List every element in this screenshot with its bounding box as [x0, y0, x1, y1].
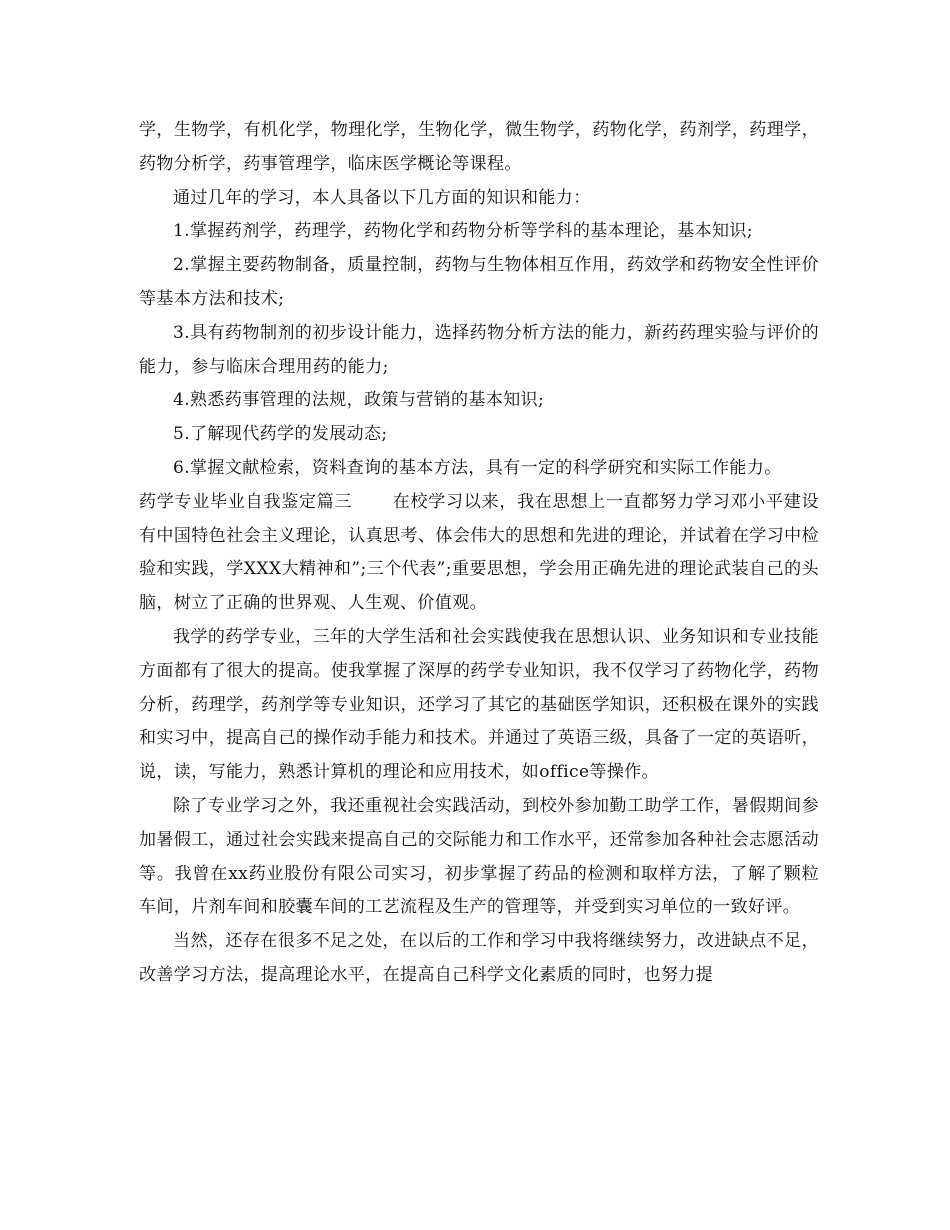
body-paragraph-improvement: 当然，还存在很多不足之处，在以后的工作和学习中我将继续努力，改进缺点不足，改善学习方法，提高理论水平，在提高自己科学文化素质的同时，也努力提 [139, 931, 819, 985]
paragraph-course-list: 学，生物学，有机化学，物理化学，生物化学，微生物学，药物化学，药剂学，药理学，药物分析学，药事管理学，临床医学概论等课程。 [139, 120, 819, 174]
body-paragraph-practice: 除了专业学习之外，我还重视社会实践活动，到校外参加勤工助学工作，暑假期间参加暑假工，通过社会实践来提高自己的交际能力和工作水平，还常参加各种社会志愿活动等。我曾在xx药业股份有限公司实习，初步掌握了药品的检测和取样方法，了解了颗粒车间，片剂车间和胶囊车间的工艺流程及生产的管理等，并受到实习单位的一致好评。 [139, 795, 819, 918]
ability-item-5: 5.了解现代药学的发展动态; [173, 424, 388, 445]
ability-item-1: 1.掌握药剂学，药理学，药物化学和药物分析等学科的基本理论，基本知识; [173, 221, 753, 242]
ability-item-2: 2.掌握主要药物制备，质量控制，药物与生物体相互作用，药效学和药物安全性评价等基本方法和技术; [139, 255, 819, 309]
ability-item-4: 4.熟悉药事管理的法规，政策与营销的基本知识; [173, 390, 545, 411]
paragraph-abilities-intro: 通过几年的学习，本人具备以下几方面的知识和能力： [173, 187, 591, 208]
ability-item-3: 3.具有药物制剂的初步设计能力，选择药物分析方法的能力，新药药理实验与评价的能力，参与临床合理用药的能力; [139, 322, 819, 377]
section-first-paragraph: 在校学习以来，我在思想上一直都努力学习邓小平建设有中国特色社会主义理论，认真思考、体会伟大的思想和先进的理论，并试着在学习中检验和实践，学XXX大精神和”;三个代表”;重要思想，学会用正确先进的理论武装自己的头脑，树立了正确的世界观、人生观、价值观。 [139, 491, 819, 614]
document-body [139, 114, 819, 993]
ability-item-6: 6.掌握文献检索，资料查询的基本方法，具有一定的科学研究和实际工作能力。 [173, 457, 782, 478]
body-paragraph-professional: 我学的药学专业，三年的大学生活和社会实践使我在思想认识、业务知识和专业技能方面都有了很大的提高。使我掌握了深厚的药学专业知识，我不仅学习了药物化学，药物分析，药理学，药剂学等专业知识，还学习了其它的基础医学知识，还积极在课外的实践和实习中，提高自己的操作动手能力和技术。并通过了英语三级，具备了一定的英语听，说，读，写能力，熟悉计算机的理论和应用技术，如office等操作。 [139, 626, 819, 783]
section-heading: 药学专业毕业自我鉴定篇三 [139, 491, 353, 512]
section-paragraph [139, 486, 819, 621]
